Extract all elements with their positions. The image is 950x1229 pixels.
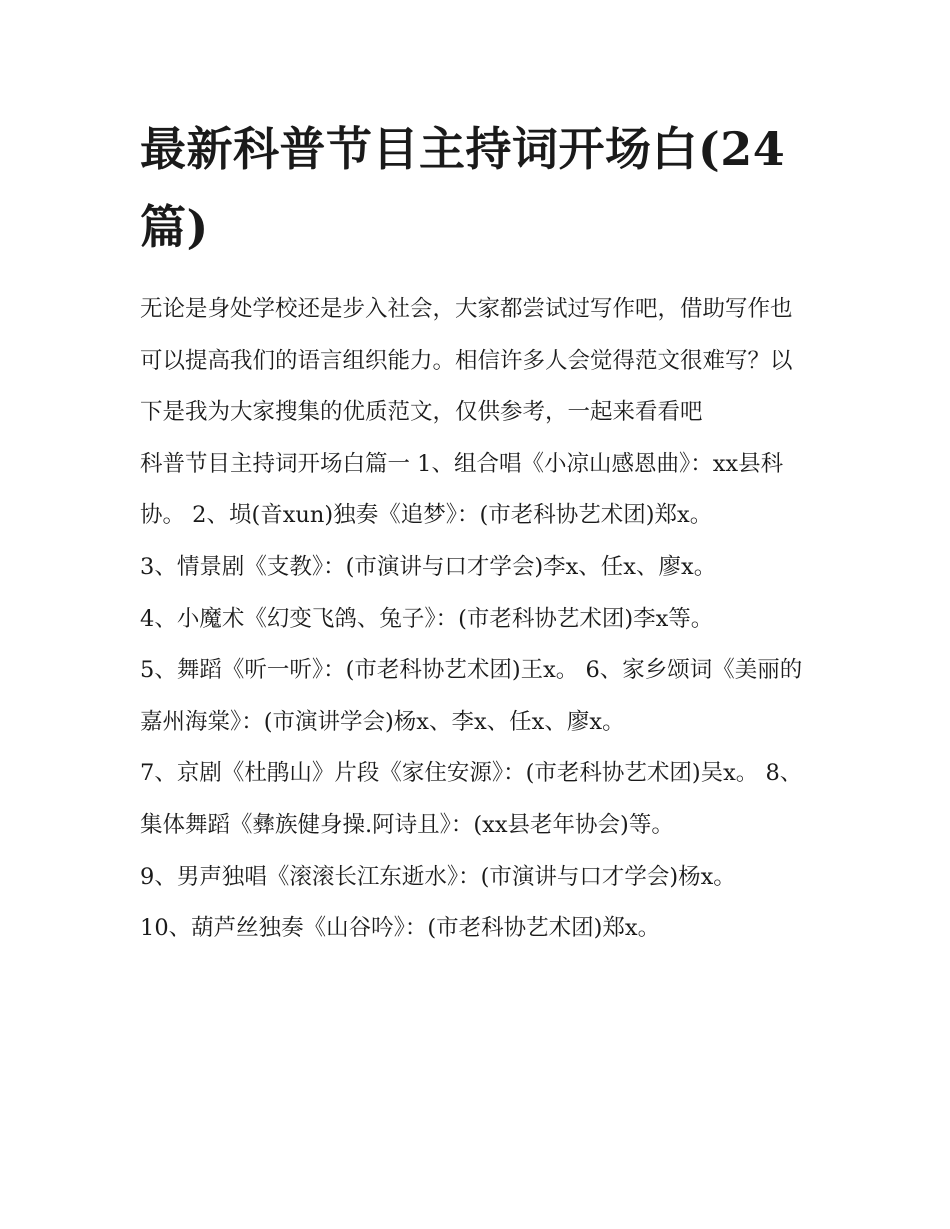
document-title: 最新科普节目主持词开场白(24篇) <box>140 122 786 254</box>
document-page <box>140 110 812 955</box>
program-item-paragraph: 7、京剧《杜鹃山》片段《家住安源》：(市老科协艺术团)吴x。 8、集体舞蹈《彝族健身操.阿诗且》：(xx县老年协会)等。 <box>140 760 803 838</box>
program-item-paragraph: 5、舞蹈《听一听》：(市老科协艺术团)王x。 6、家乡颂词《美丽的嘉州海棠》：(市演讲学会)杨x、李x、任x、廖x。 <box>140 657 803 735</box>
program-item-paragraph: 科普节目主持词开场白篇一 1、组合唱《小凉山感恩曲》：xx县科协。 2、埙(音xun)独奏《追梦》：(市老科协艺术团)郑x。 <box>140 450 784 529</box>
document-body <box>140 284 812 955</box>
program-item-paragraph: 9、男声独唱《滚滚长江东逝水》：(市演讲与口才学会)杨x。 <box>140 863 736 890</box>
program-item-paragraph: 4、小魔术《幻变飞鸽、兔子》：(市老科协艺术团)李x等。 <box>140 605 714 632</box>
intro-paragraph: 无论是身处学校还是步入社会，大家都尝试过写作吧，借助写作也可以提高我们的语言组织能力。相信许多人会觉得范文很难写？以下是我为大家搜集的优质范文，仅供参考，一起来看看吧 <box>140 296 793 426</box>
program-item-paragraph: 10、葫芦丝独奏《山谷吟》：(市老科协艺术团)郑x。 <box>140 915 661 942</box>
program-item-paragraph: 3、情景剧《支教》：(市演讲与口才学会)李x、任x、廖x。 <box>140 553 717 580</box>
